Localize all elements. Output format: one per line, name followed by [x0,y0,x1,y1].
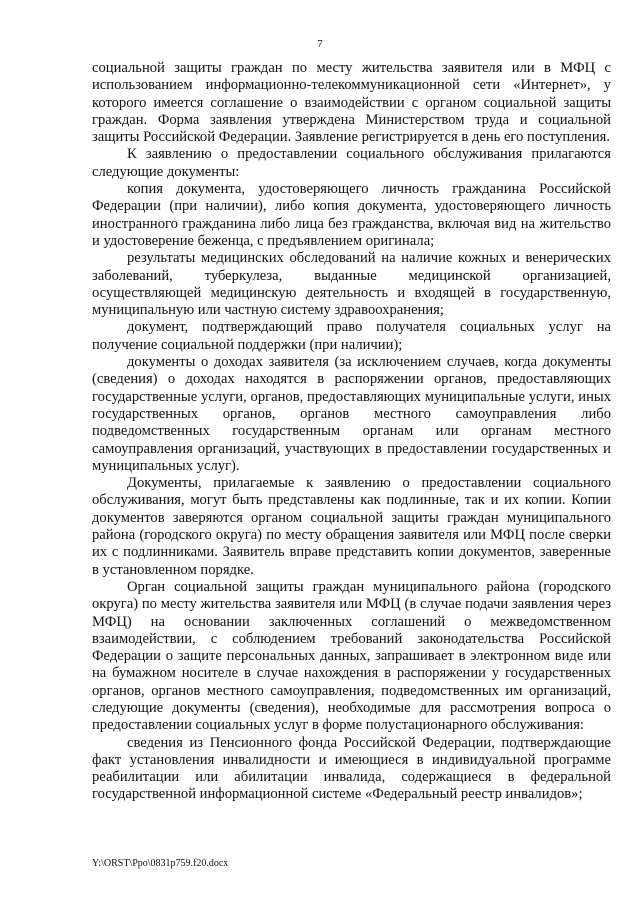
paragraph-copies: Документы, прилагаемые к заявлению о предоставлении социального обслуживания, могут быть представлены как подлинные, так и их копии. Копии документов заверяются органом социальной защиты граждан муниципального района (городского округа) по месту обращения заявителя или МФЦ после сверки их с подлинниками. Заявитель вправе представить копии документов, заверенные в установленном порядке. [92,475,611,578]
footer-file-path: Y:\ORST\Ppo\0831p759.f20.docx [92,858,229,869]
paragraph-identity-document: копия документа, удостоверяющего личность гражданина Российской Федерации (при наличии), либо копия документа, удостоверяющего личность иностранного гражданина либо лица без гражданства, включая вид на жительство и удостоверение беженца, с предъявлением оригинала; [92,181,611,249]
paragraph-support-right: документ, подтверждающий право получателя социальных услуг на получение социальной поддержки (при наличии); [92,319,611,353]
paragraph-medical-results: результаты медицинских обследований на наличие кожных и венерических заболеваний, туберкулеза, выданные медицинской организацией, осуществляющей медицинскую деятельность и входящей в государственную, муниципальную или частную систему здравоохранения; [92,250,611,319]
page-number: 7 [317,38,323,50]
paragraph-continuation: социальной защиты граждан по месту жительства заявителя или в МФЦ с использованием информационно-телекоммуникационной сети «Интернет», у которого имеется соглашение о взаимодействии с органом социальной защиты граждан. Форма заявления утверждена Министерством труда и социальной защиты Российской Федерации. Заявление регистрируется в день его поступления. [92,60,611,146]
paragraph-documents-intro: К заявлению о предоставлении социального обслуживания прилагаются следующие документы: [92,146,611,180]
paragraph-interagency-request: Орган социальной защиты граждан муниципального района (городского округа) по месту жительства заявителя или МФЦ (в случае подачи заявления через МФЦ) на основании заключенных соглашений о межведомственном взаимодействии, с соблюдением требований законодательства Российской Федерации о защите персональных данных, запрашивает в электронном виде или на бумажном носителе в случае нахождения в распоряжении у государственных органов, органов местного самоуправления, подведомственных им организаций, следующие документы (сведения), необходимые для рассмотрения вопроса о предоставлении социальных услуг в форме полустационарного обслуживания: [92,578,611,734]
paragraph-pension-fund: сведения из Пенсионного фонда Российской Федерации, подтверждающие факт установления инвалидности и имеющиеся в индивидуальной программе реабилитации или абилитации инвалида, содержащиеся в федеральной государственной информационной системе «Федеральный реестр инвалидов»; [92,734,611,803]
document-body [92,60,611,804]
paragraph-income-documents: документы о доходах заявителя (за исключением случаев, когда документы (сведения) о доходах находятся в распоряжении органов, предоставляющих государственные услуги, органов, предоставляющих муниципальные услуги, иных государственных органов, органов местного самоуправления либо подведомственных государственным органам или органам местного самоуправления организаций, участвующих в предоставлении государственных и муниципальных услуг). [92,354,611,474]
